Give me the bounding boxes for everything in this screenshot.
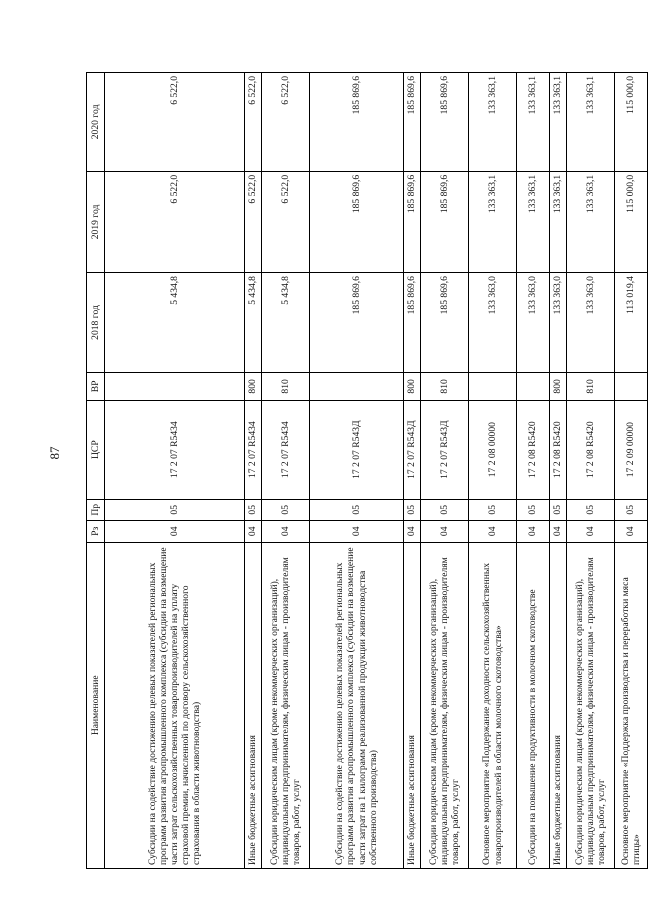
row-csr: 17 2 07 R5434 <box>245 400 262 499</box>
row-2019: 133 363,1 <box>550 171 567 272</box>
row-name: Основное мероприятие «Поддержка производства и переработки мяса птицы» <box>615 542 648 868</box>
row-csr: 17 2 08 R5420 <box>567 400 615 499</box>
row-rz: 04 <box>245 521 262 543</box>
row-rz: 04 <box>517 521 550 543</box>
table-row <box>105 73 245 869</box>
row-vr: 800 <box>245 372 262 400</box>
header-2020: 2020 год <box>87 73 105 172</box>
row-pr: 05 <box>517 499 550 521</box>
row-rz: 04 <box>262 521 310 543</box>
header-csr: ЦСР <box>87 400 105 499</box>
row-2018: 113 019,4 <box>615 273 648 373</box>
row-pr: 05 <box>105 499 245 521</box>
row-name: Субсидии юридическим лицам (кроме некоммерческих организаций), индивидуальным предпринимателям, физическим лицам - производителям товаров, работ, услуг <box>262 542 310 868</box>
table-row <box>517 73 550 869</box>
row-csr: 17 2 08 R5420 <box>550 400 567 499</box>
row-pr: 05 <box>262 499 310 521</box>
rotated-page-content <box>86 72 642 869</box>
header-rz: Рз <box>87 521 105 543</box>
page-number: 87 <box>47 446 62 460</box>
table-row <box>421 73 469 869</box>
row-2019: 133 363,1 <box>517 171 550 272</box>
row-pr: 05 <box>567 499 615 521</box>
table-row <box>469 73 517 869</box>
row-2019: 6 522,0 <box>262 171 310 272</box>
row-2019: 185 869,6 <box>421 171 469 272</box>
row-csr: 17 2 09 00000 <box>615 400 648 499</box>
row-vr <box>517 372 550 400</box>
table-row <box>567 73 615 869</box>
row-vr <box>469 372 517 400</box>
row-2018: 185 869,6 <box>404 273 421 373</box>
row-2018: 5 434,8 <box>262 273 310 373</box>
row-2019: 185 869,6 <box>404 171 421 272</box>
row-pr: 05 <box>469 499 517 521</box>
table-header-row <box>87 73 105 869</box>
row-rz: 04 <box>404 521 421 543</box>
row-name: Основное мероприятие «Поддержание доходности сельскохозяйственных товаропроизводителей в области молочного скотоводства» <box>469 542 517 868</box>
table-row <box>615 73 648 869</box>
row-rz: 04 <box>615 521 648 543</box>
row-name: Иные бюджетные ассигнования <box>245 542 262 868</box>
header-2019: 2019 год <box>87 171 105 272</box>
row-vr <box>615 372 648 400</box>
row-vr: 810 <box>262 372 310 400</box>
row-csr: 17 2 07 R543Д <box>310 400 404 499</box>
row-name: Иные бюджетные ассигнования <box>404 542 421 868</box>
row-vr: 800 <box>550 372 567 400</box>
row-csr: 17 2 07 R543Д <box>404 400 421 499</box>
row-2018: 133 363,0 <box>469 273 517 373</box>
row-pr: 05 <box>550 499 567 521</box>
header-2018: 2018 год <box>87 273 105 373</box>
row-2020: 6 522,0 <box>105 73 245 172</box>
row-name: Субсидии юридическим лицам (кроме некоммерческих организаций), индивидуальным предпринимателям, физическим лицам - производителям товаров, работ, услуг <box>567 542 615 868</box>
row-csr: 17 2 08 R5420 <box>517 400 550 499</box>
row-2018: 185 869,6 <box>310 273 404 373</box>
row-pr: 05 <box>310 499 404 521</box>
row-2020: 185 869,6 <box>404 73 421 172</box>
row-name: Субсидии на содействие достижению целевых показателей региональных программ развития агропромышленного комплекса (субсидии на возмещение части затрат сельскохозяйственных товаропроизводителей на уплату страховой премии, начисленной по договору сельскохозяйственного страхования в области животноводства) <box>105 542 245 868</box>
row-2019: 133 363,1 <box>567 171 615 272</box>
row-vr: 800 <box>404 372 421 400</box>
row-name: Субсидии на повышение продуктивности в молочном скотоводстве <box>517 542 550 868</box>
row-vr: 810 <box>421 372 469 400</box>
table-row <box>262 73 310 869</box>
row-rz: 04 <box>105 521 245 543</box>
row-vr: 810 <box>567 372 615 400</box>
row-2018: 5 434,8 <box>245 273 262 373</box>
row-rz: 04 <box>310 521 404 543</box>
table-row <box>550 73 567 869</box>
row-pr: 05 <box>421 499 469 521</box>
row-2018: 185 869,6 <box>421 273 469 373</box>
header-pr: Пр <box>87 499 105 521</box>
table-row <box>310 73 404 869</box>
row-csr: 17 2 07 R543Д <box>421 400 469 499</box>
row-rz: 04 <box>550 521 567 543</box>
row-2019: 133 363,1 <box>469 171 517 272</box>
row-name: Иные бюджетные ассигнования <box>550 542 567 868</box>
row-name: Субсидии юридическим лицам (кроме некоммерческих организаций), индивидуальным предпринимателям, физическим лицам - производителям товаров, работ, услуг <box>421 542 469 868</box>
row-rz: 04 <box>469 521 517 543</box>
row-2020: 185 869,6 <box>421 73 469 172</box>
row-pr: 05 <box>615 499 648 521</box>
row-csr: 17 2 08 00000 <box>469 400 517 499</box>
row-name: Субсидии на содействие достижению целевых показателей региональных программ развития агропромышленного комплекса (субсидии на возмещение части затрат на 1 килограмм реализованной продукции животноводства собственного производства) <box>310 542 404 868</box>
row-2020: 133 363,1 <box>517 73 550 172</box>
row-vr <box>105 372 245 400</box>
row-2018: 133 363,0 <box>517 273 550 373</box>
row-2020: 6 522,0 <box>245 73 262 172</box>
row-2020: 133 363,1 <box>567 73 615 172</box>
row-2018: 133 363,0 <box>567 273 615 373</box>
row-csr: 17 2 07 R5434 <box>262 400 310 499</box>
row-2019: 185 869,6 <box>310 171 404 272</box>
table-row <box>404 73 421 869</box>
row-rz: 04 <box>421 521 469 543</box>
row-rz: 04 <box>567 521 615 543</box>
row-2020: 6 522,0 <box>262 73 310 172</box>
row-2019: 6 522,0 <box>105 171 245 272</box>
header-vr: ВР <box>87 372 105 400</box>
row-2018: 5 434,8 <box>105 273 245 373</box>
row-csr: 17 2 07 R5434 <box>105 400 245 499</box>
row-pr: 05 <box>404 499 421 521</box>
header-name: Наименование <box>87 542 105 868</box>
table-row <box>245 73 262 869</box>
budget-table <box>86 72 648 869</box>
row-2020: 133 363,1 <box>550 73 567 172</box>
row-2019: 115 000,0 <box>615 171 648 272</box>
row-2019: 6 522,0 <box>245 171 262 272</box>
row-2020: 115 000,0 <box>615 73 648 172</box>
row-vr <box>310 372 404 400</box>
row-pr: 05 <box>245 499 262 521</box>
row-2020: 133 363,1 <box>469 73 517 172</box>
row-2020: 185 869,6 <box>310 73 404 172</box>
row-2018: 133 363,0 <box>550 273 567 373</box>
